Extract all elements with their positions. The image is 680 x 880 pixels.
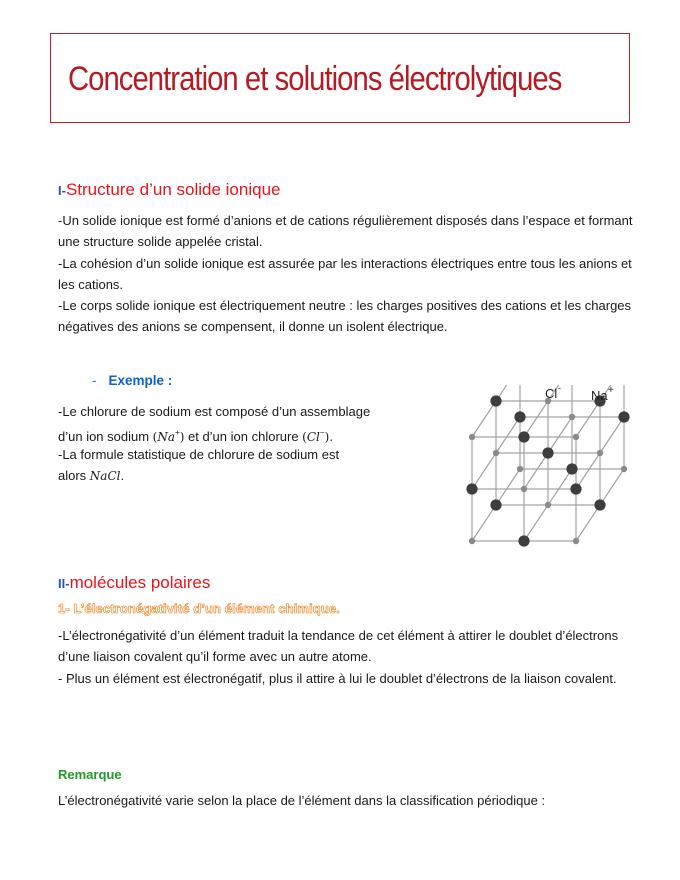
sodium-label: Na (591, 388, 608, 403)
section-1-number: I- (58, 183, 66, 198)
example-label: Exemple : (108, 373, 173, 388)
example-line-3: -La formule statistique de chlorure de sodium est (58, 447, 340, 462)
sodium-ion (517, 466, 523, 472)
example-body (58, 401, 438, 422)
chloride-ion (594, 499, 605, 510)
paragraph: -La cohésion d’un solide ionique est assurée par les interactions électriques entre tous les anions et les cations. (58, 255, 632, 292)
sodium-ion (573, 434, 579, 440)
example-line-1: -Le chlorure de sodium est composé d’un assemblage (58, 404, 371, 419)
chloride-ion (490, 499, 501, 510)
sodium-ion (469, 434, 475, 440)
example-line-2-full: d’un ion sodium (Na+) et d’un ion chlorure (Cl−). (58, 422, 438, 448)
formula-na: Na (157, 430, 176, 444)
formula-nacl: NaCl (89, 469, 121, 484)
chloride-ion (566, 463, 577, 474)
section-2-number: II- (58, 576, 70, 591)
chloride-ion (570, 483, 581, 494)
cl-charge: − (319, 428, 325, 437)
sodium-ion (545, 502, 551, 508)
section-1-body (58, 210, 648, 338)
sodium-ion (521, 486, 527, 492)
example-heading (92, 373, 172, 388)
paragraph: -Le corps solide ionique est électriquement neutre : les charges positives des cations et les charges négatives des anions se compensent, il donne un isolent électrique. (58, 298, 632, 335)
section-2-title: molécules polaires (69, 573, 211, 592)
na-charge: + (175, 428, 180, 437)
chloride-label: Cl (545, 386, 558, 401)
example-line-4: alors NaCl. (58, 468, 125, 484)
remark-label: Remarque (58, 767, 122, 782)
remark-text: L’électronégativité varie selon la place de l’élément dans la classification périodique : (58, 793, 546, 808)
sodium-ion (493, 450, 499, 456)
title-box (50, 33, 630, 123)
chloride-ion (490, 395, 501, 406)
section-1-heading (58, 180, 280, 200)
chloride-ion (542, 447, 553, 458)
sodium-ion (469, 538, 475, 544)
sodium-ion (573, 538, 579, 544)
formula-cl: Cl (306, 430, 320, 444)
example-body-2 (58, 444, 438, 488)
paragraph: -Un solide ionique est formé d’anions et de cations régulièrement disposés dans l’espace et formant une structure solide appelée cristal. (58, 213, 633, 250)
section-1-title: Structure d’un solide ionique (65, 180, 281, 199)
page-title: Concentration et solutions électrolytiques (68, 60, 562, 98)
sodium-charge: + (608, 385, 614, 396)
section-2-body (58, 625, 648, 689)
chloride-charge: - (558, 385, 561, 393)
sodium-ion (597, 450, 603, 456)
sodium-ion (621, 466, 627, 472)
sodium-ion (569, 414, 575, 420)
chloride-ion (518, 431, 529, 442)
paragraph: - Plus un élément est électronégatif, plus il attire à lui le doublet d’électrons de la liaison covalent. (58, 670, 617, 686)
nacl-crystal-figure (460, 385, 645, 560)
chloride-ion (514, 411, 525, 422)
section-2-heading (58, 573, 210, 593)
chloride-ion (466, 483, 477, 494)
chloride-ion (618, 411, 629, 422)
example-dash: - (92, 373, 97, 388)
subsection-1-heading: 1- L’électronégativité d’un élément chimique. (58, 601, 340, 616)
paragraph: -L’électronégativité d’un élément traduit la tendance de cet élément à attirer le doublet d’électrons d’une liaison covalent qu’il forme avec un autre atome. (58, 628, 619, 665)
chloride-ion (518, 535, 529, 546)
